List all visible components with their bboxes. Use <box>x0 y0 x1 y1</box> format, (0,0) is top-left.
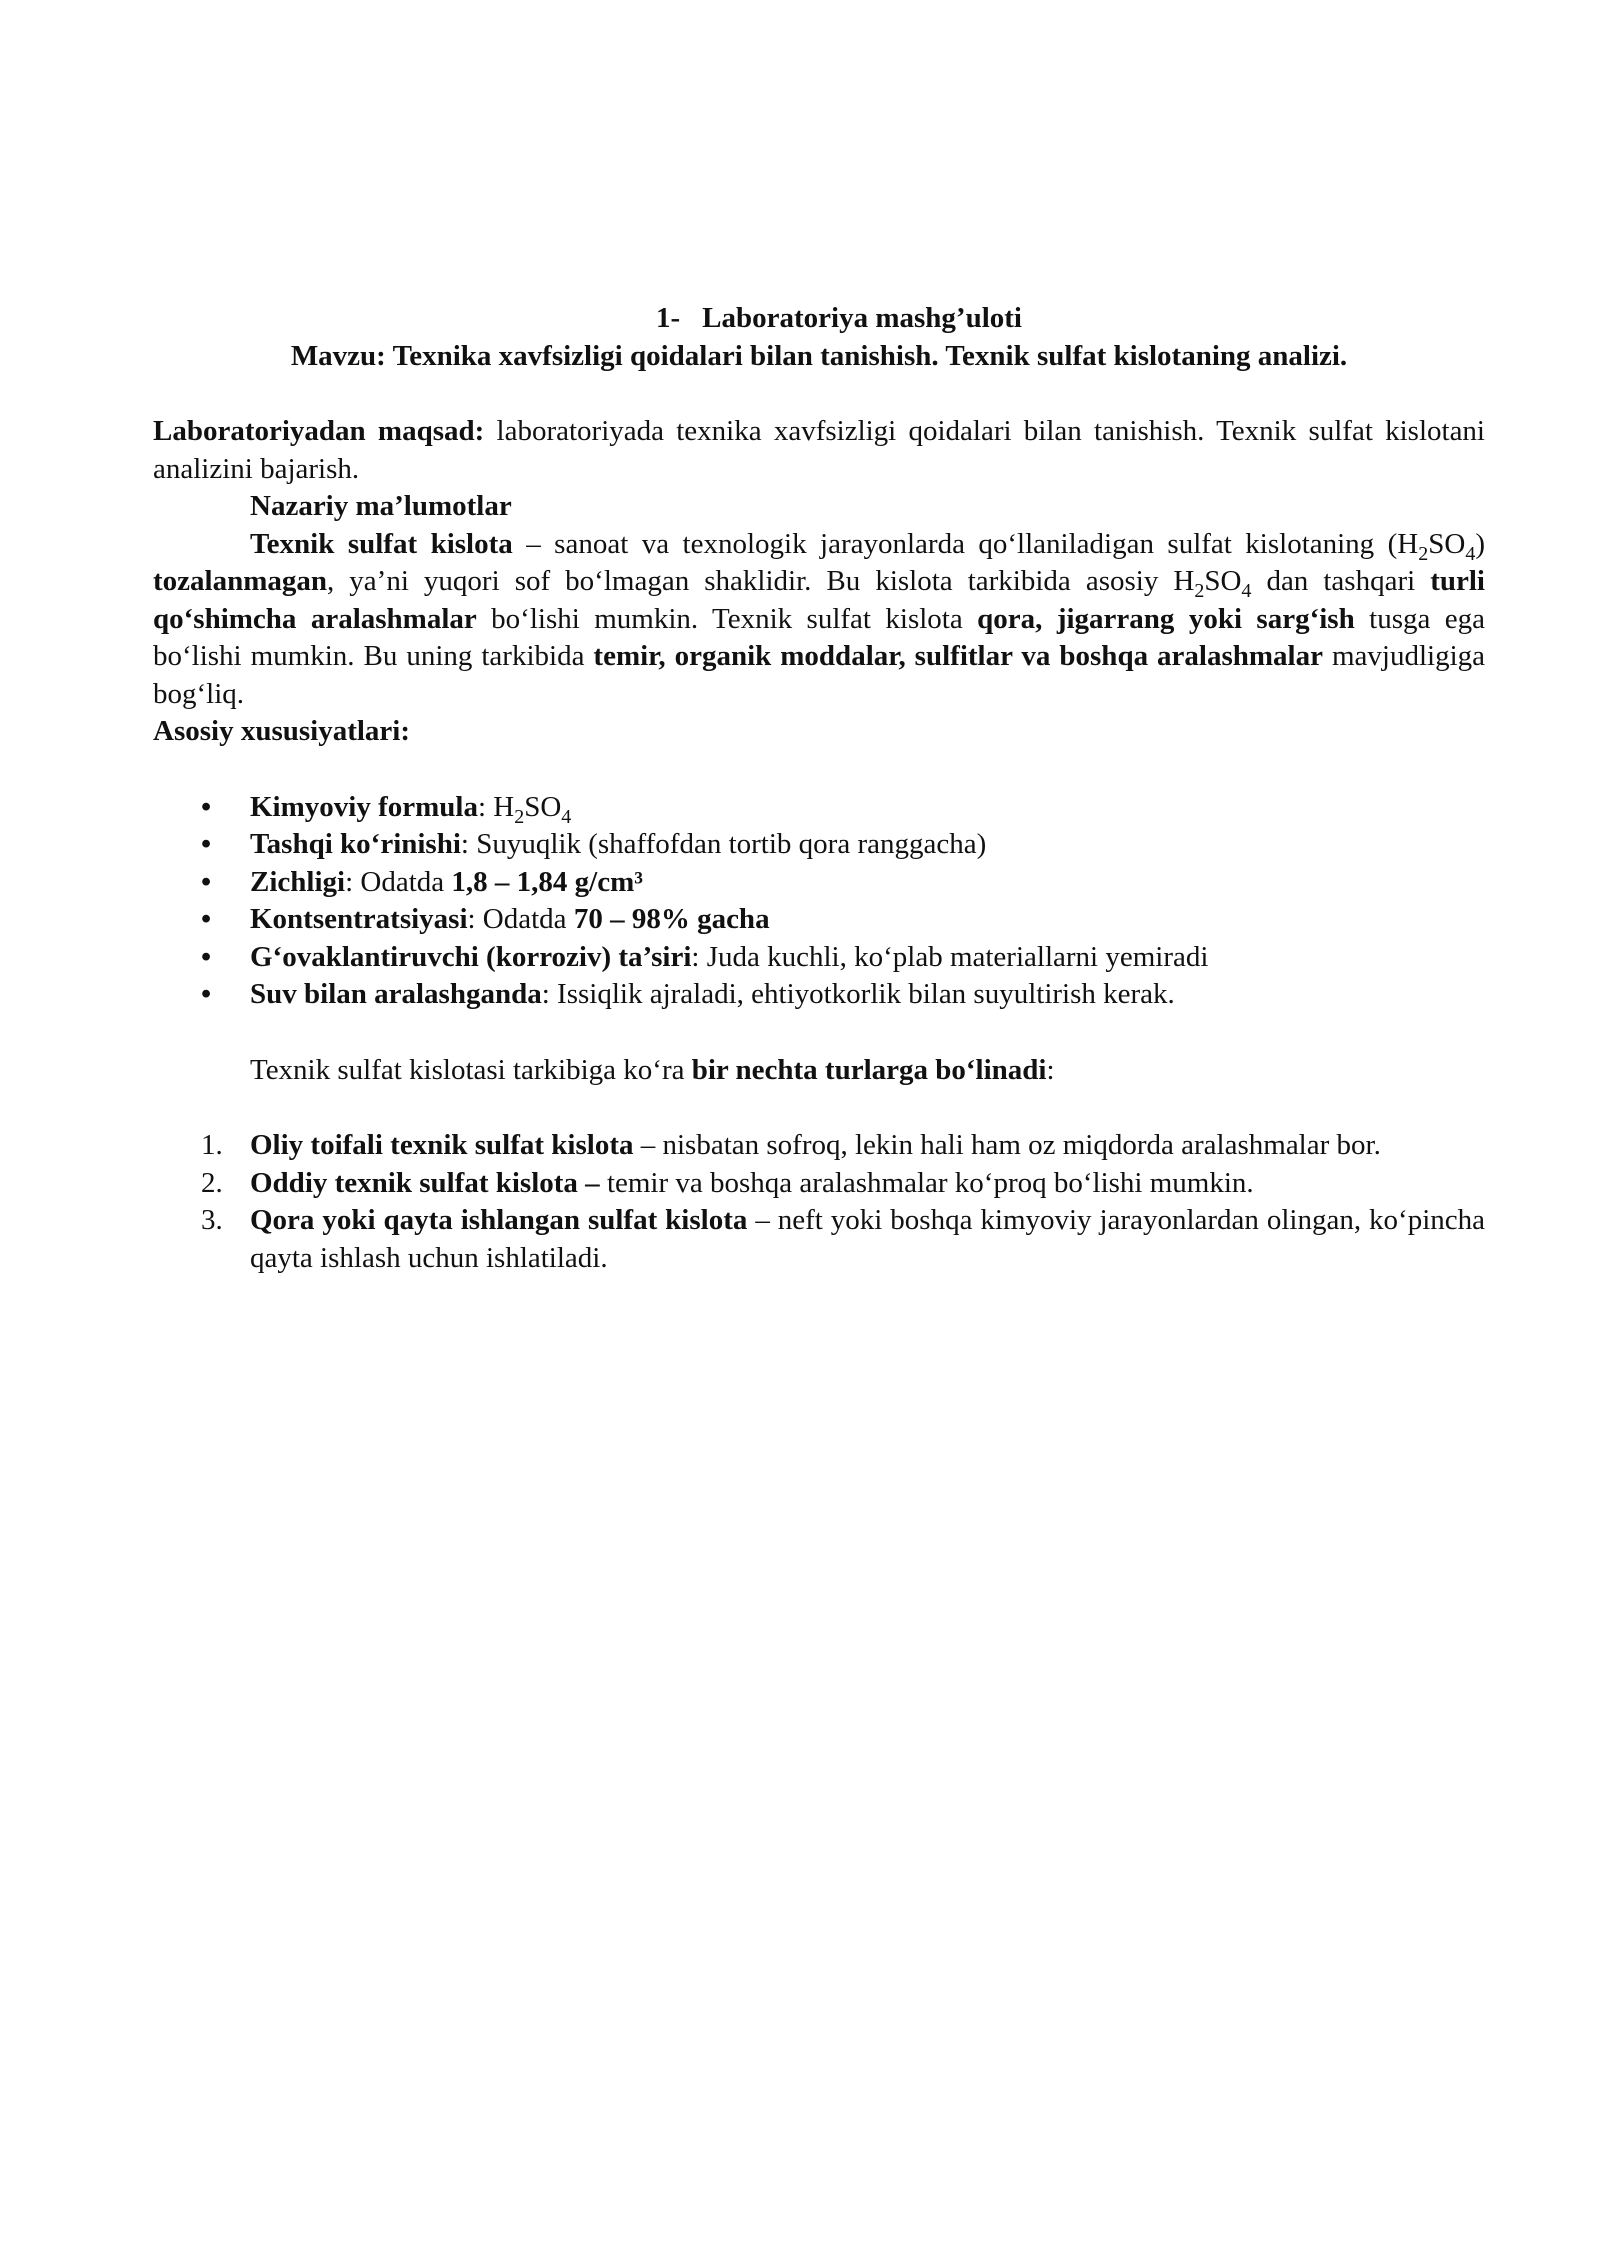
topic-heading: Mavzu: Texnika xavfsizligi qoidalari bilan tanishish. Texnik sulfat kislotaning analizi. <box>290 339 1348 372</box>
list-item: • G‘ovaklantiruvchi (korroziv) ta’siri: Juda kuchli, ko‘plab materiallarni yemiradi <box>153 939 1485 977</box>
theory-paragraph: Texnik sulfat kislota – sanoat va texnologik jarayonlarda qo‘llaniladigan sulfat kislotaning $(H_2SO_4)$ tozalanmagan, ya’ni yuqori sof bo‘lmagan shaklidir. Bu kislota tarkibida asosiy $H_2SO_4$ dan tashqari turli qo‘shimcha aralashmalar bo‘lishi mumkin. Texnik sulfat kislota qora, jigarrang yoki sarg‘ish tusga ega bo‘lishi mumkin. Bu uning tarkibida temir, organik moddalar, sulfitlar va boshqa aralashmalar mavjudligiga bog‘liq. <box>153 527 1486 710</box>
bullet-icon: • <box>201 828 212 860</box>
goal-paragraph <box>153 413 1485 488</box>
list-item: • Kontsentratsiyasi: Odatda 70 – 98% gacha <box>153 901 1485 939</box>
theory-heading: Nazariy ma’lumotlar <box>250 490 512 522</box>
lab-title <box>153 300 1485 338</box>
bullet-icon: • <box>201 940 212 973</box>
list-item: • Suv bilan aralashganda: Issiqlik ajraladi, ehtiyotkorlik bilan suyultirish kerak. <box>153 976 1485 1014</box>
list-number: 2. <box>201 1166 223 1199</box>
document-page <box>153 300 1485 1277</box>
spacer <box>153 751 1485 789</box>
lab-title-text: Laboratoriya mashg’uloti <box>702 302 1022 334</box>
list-number: 3. <box>201 1204 223 1236</box>
types-intro: Texnik sulfat kislotasi tarkibiga ko‘ra bir nechta turlarga bo‘linadi: <box>250 1053 1055 1086</box>
list-item: • Zichligi: Odatda 1,8 – 1,84 g/cm³ <box>153 864 1485 902</box>
list-number: 1. <box>201 1129 223 1161</box>
properties-list <box>153 789 1485 1014</box>
list-item: • Tashqi ko‘rinishi: Suyuqlik (shaffofdan tortib qora ranggacha) <box>153 826 1485 864</box>
list-item: • Kimyoviy formula: $H_2SO_4$ <box>201 790 572 828</box>
types-list <box>153 1127 1485 1277</box>
list-item: 1. Oliy toifali texnik sulfat kislota – nisbatan sofroq, lekin hali ham oz miqdorda aralashmalar bor. <box>153 1127 1485 1165</box>
bullet-icon: • <box>201 978 212 1010</box>
spacer <box>153 1014 1485 1052</box>
bullet-icon: • <box>201 865 212 898</box>
properties-heading: Asosiy xususiyatlari: <box>153 715 411 747</box>
list-item: 3. Qora yoki qayta ishlangan sulfat kislota – neft yoki boshqa kimyoviy jarayonlardan olingan, ko‘pincha qayta ishlash uchun ishlatiladi. <box>201 1204 1485 1274</box>
bullet-icon: • <box>201 790 212 823</box>
goal-text: laboratoriyada texnika xavfsizligi qoidalari bilan tanishish. Texnik sulfat kislotani analizini bajarish. <box>153 415 1485 485</box>
goal-label: Laboratoriyadan maqsad: <box>153 415 485 447</box>
lab-number: 1- <box>656 302 681 334</box>
spacer <box>153 375 1485 413</box>
bullet-icon: • <box>201 903 212 935</box>
list-item: 2. Oddiy texnik sulfat kislota – temir va boshqa aralashmalar ko‘proq bo‘lishi mumkin. <box>153 1165 1485 1203</box>
spacer <box>153 1089 1485 1127</box>
